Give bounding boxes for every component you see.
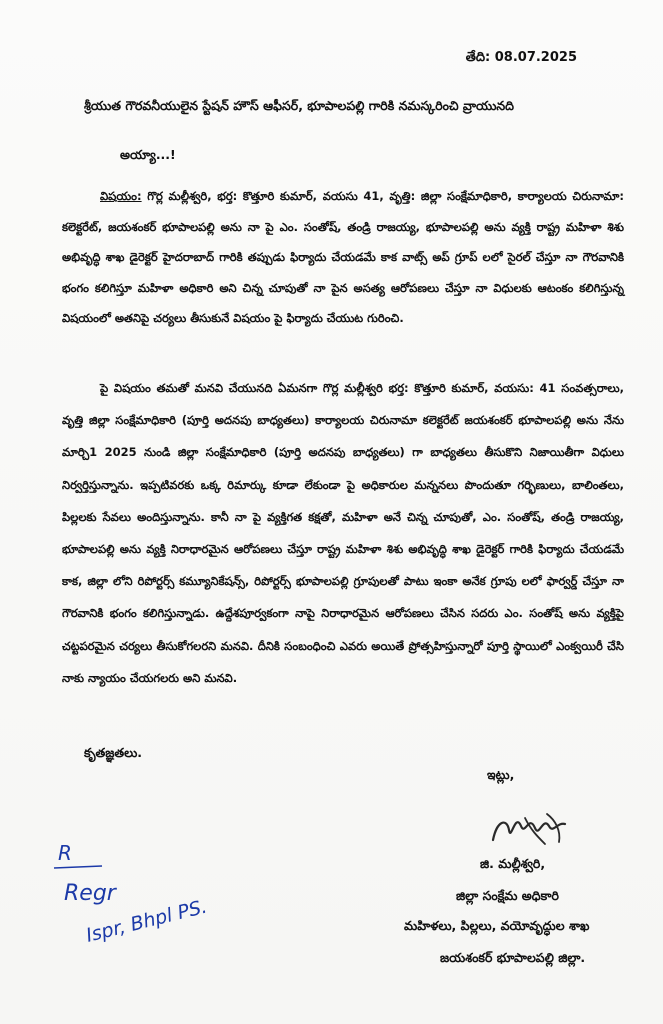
handwritten-line-r: R — [58, 841, 72, 865]
letter-date: తేది: 08.07.2025 — [465, 50, 577, 65]
yours-faithfully: ఇట్లు, — [487, 767, 515, 782]
greeting: అయ్యా...! — [120, 147, 176, 162]
body-paragraph: పై విషయం తమతో మనవి చేయునది ఏమనగా గొర్ల మల్లీశ్వరి భర్త: కొత్తూరి కుమార్, వయసు: 41 సంవత్సరాలు, వృత్తి జిల్లా సంక్షేమాధికారి (పూర్తి అదనపు బాధ్యతలు) కార్యాలయ చిరునామా కలెక్టరేట్ జయశంకర్ భూపాలపల్లి అను నేను మార్చి1 2025 నుండి జిల్లా సంక్షేమాధికారి (పూర్తి అదనపు బాధ్యతలు) గా బాధ్యతలు తీసుకొని నిజాయితీగా విధులు నిర్వర్తిస్తున్నాను. ఇప్పటివరకు ఒక్క రిమార్కు కూడా లేకుండా పై అధికారుల మన్ననలు పొందుతూ గర్భిణులు, బాలింతలు, పిల్లలకు సేవలు అందిస్తున్నాను. కానీ నా పై వ్యక్తిగత కక్షతో, మహిళా అనే చిన్న చూపుతో, ఎం. సంతోష్, తండ్రి రాజయ్య, భూపాలపల్లి అను వ్యక్తి నిరాధారమైన ఆరోపణలు చేస్తూ రాష్ట్ర మహిళా శిశు అభివృద్ధి శాఖ డైరెక్టర్ గారికి ఫిర్యాదు చేయడమే కాక, జిల్లా లోని రిపోర్టర్స్ కమ్యూనికేషన్స్, రిపోర్టర్స్ భూపాలపల్లి గ్రూపులతో పాటు ఇంకా అనేక గ్రూపు లలో ఫార్వర్డ్ చేస్తూ నా గౌరవానికి భంగం కలిగిస్తున్నాడు. ఉద్దేశపూర్వకంగా నాపై నిరాధారమైన ఆరోపణలు చేసిన సదరు ఎం. సంతోష్ అను వ్యక్తిపై చట్టపరమైన చర్యలు తీసుకోగలరని మనవి. దీనికి సంబంధించి ఎవరు అయితే ప్రోత్సహిస్తున్నారో పూర్తి స్థాయిలో ఎంక్వయిరీ చేసి నాకు న్యాయం చేయగలరు అని మనవి. — [62, 381, 624, 685]
subject-paragraph — [62, 181, 624, 334]
signature-image — [485, 800, 575, 855]
signatory-department: మహిళలు, పిల్లలు, వయోవృద్ధుల శాఖ — [404, 918, 590, 933]
signatory-name: జి. మల్లీశ్వరి, — [480, 856, 546, 871]
signatory-title: జిల్లా సంక్షేమ అధికారి — [456, 888, 559, 903]
salutation: శ్రీయుత గౌరవనీయులైన స్టేషన్ హౌస్ ఆఫీసర్, భూపాలపల్లి గారికి నమస్కరించి వ్రాయునది — [84, 98, 515, 113]
closing-thanks: కృతజ్ఞతలు. — [84, 745, 143, 760]
subject-text: గొర్ల మల్లీశ్వరి, భర్త: కొత్తూరి కుమార్, వయసు 41, వృత్తి: జిల్లా సంక్షేమాధికారి, కార్యాలయ చిరునామా: కలెక్టరేట్, జయశంకర్ భూపాలపల్లి అను నా పై ఎం. సంతోష్, తండ్రి రాజయ్య, భూపాలపల్లి అను వ్యక్తి రాష్ట్ర మహిళా శిశు అభివృద్ధి శాఖ డైరెక్టర్ హైదరాబాద్ గారికి తప్పుడు ఫిర్యాదు చేయడమే కాక వాట్స్ అప్ గ్రూప్ లలో సైరల్ చేస్తూ నా గౌరవానికి భంగం కలిగిస్తూ మహిళా అధికారి అని చిన్న చూపుతో నా పైన అసత్య ఆరోపణలు చేస్తూ నా విధులకు ఆటంకం కలిగిస్తున్న విషయంలో అతనిపై చర్యలు తీసుకునే విషయం పై ఫిర్యాదు చేయుట గురించి. — [62, 189, 624, 325]
handwritten-endorsement — [50, 838, 220, 978]
subject-label: విషయం: — [100, 189, 142, 203]
signatory-district: జయశంకర్ భూపాలపల్లి జిల్లా. — [440, 950, 586, 965]
handwritten-line-ps: Ispr, Bhpl PS. — [83, 895, 210, 947]
handwritten-line-regr: Regr — [64, 881, 116, 906]
